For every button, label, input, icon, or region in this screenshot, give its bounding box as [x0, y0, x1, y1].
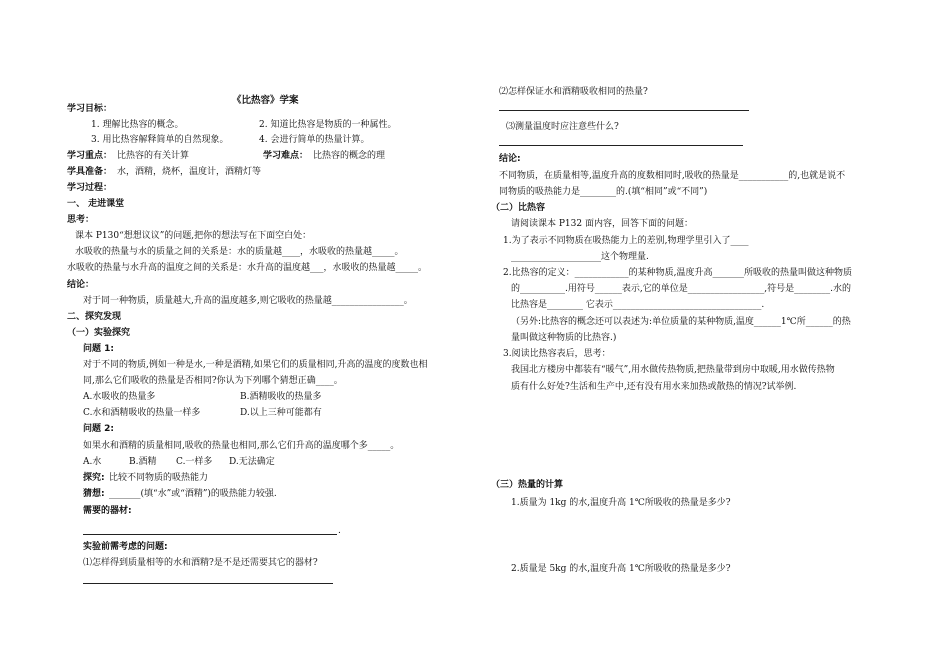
equipment-answer-line: [83, 534, 337, 535]
item-1-line-1: 1.为了表示不同物质在吸热能力上的差别,物理学里引入了____: [503, 236, 749, 246]
consider-heading: 实验前需考虑的问题:: [83, 542, 168, 552]
question-2-option-b: B.酒精: [129, 457, 157, 467]
subsection-specific-heat: （二）比热容: [491, 203, 546, 213]
goal-4: 4. 会进行简单的热量计算。: [259, 135, 370, 145]
guess-heading: 猜想:: [83, 489, 105, 499]
difficulty-heading: 学习难点：: [263, 151, 309, 161]
question-1-option-d: D.以上三种可能都有: [240, 408, 322, 418]
guess-text: _______(填“水”或“酒精”)的吸热能力较强.: [109, 489, 277, 499]
difficulty-text: 比热容的概念的理: [313, 151, 386, 161]
question-2-heading: 问题 2:: [83, 424, 114, 434]
calc-question-1: 1.质量为 1kg 的水,温度升高 1℃所吸收的热量是多少?: [511, 498, 731, 508]
equipment-period: .: [338, 526, 341, 536]
item-2-line-5: 量叫做这种物质的比热容.): [511, 333, 617, 343]
question-2-option-c: C.一样多: [176, 457, 213, 467]
question-1-line-1: 对于不同的物质,例如一种是水,一种是酒精,如果它们的质量相同,升高的温度的度数也相: [83, 360, 428, 370]
item-3-line-3: 质有什么好处?生活和生产中,还有没有用水来加热或散热的情况?试举例.: [511, 382, 797, 392]
process-heading: 学习过程：: [67, 183, 113, 193]
read-instruction: 请阅读课本 P132 面内容，回答下面的问题：: [511, 219, 693, 229]
think-line-1: 课本 P130“想想议议”的问题,把你的想法写在下面空白处：: [75, 231, 312, 241]
conclusion-text: 对于同一种物质，质量越大,升高的温度越多,则它吸收的热量越________________。: [83, 296, 413, 306]
prep-text: 水，酒精，烧杯，温度计，酒精灯等: [117, 167, 262, 177]
section-2-heading: 二、探究发现: [67, 312, 122, 322]
item-2-line-1: 2.比热容的定义：____________的某种物质,温度升高_______所吸收的热量叫做这种物质: [503, 268, 852, 278]
consider-question-1: ⑴怎样得到质量相等的水和酒精?是不是还需要其它的器材?: [83, 558, 318, 568]
right-question-2: ⑵怎样保证水和酒精吸收相同的热量?: [499, 87, 648, 97]
prep-heading: 学具准备：: [67, 167, 113, 177]
key-point-heading: 学习重点：: [67, 151, 113, 161]
question-1-option-b: B.酒精吸收的热量多: [240, 392, 322, 402]
item-3-line-2: 我国北方楼房中都装有“暖气”,用水做传热物质,把热量带到房中取暖,用水做传热物: [511, 365, 835, 375]
item-1-line-2: ____________________这个物理量.: [511, 252, 649, 262]
question-2-option-d: D.无法确定: [229, 457, 275, 467]
consider-answer-line: [83, 583, 333, 584]
right-conclusion-heading: 结论:: [499, 154, 521, 164]
goal-1: 1. 理解比热容的概念。: [91, 120, 184, 130]
right-question-2-line: [499, 110, 749, 111]
right-question-3-line: [499, 145, 743, 146]
conclusion-heading: 结论：: [67, 280, 95, 290]
right-question-3: ⑶测量温度时应注意些什么?: [506, 122, 619, 132]
goals-heading: 学习目标：: [67, 104, 113, 114]
think-line-2: 水吸收的热量与水的质量之间的关系是：水的质量越____，水吸收的热量越_____。: [75, 247, 404, 257]
think-line-3: 水吸收的热量与水升高的温度之间的关系是：水升高的温度越___，水吸收的热量越_____。: [67, 263, 428, 273]
calc-question-2: 2.质量是 5kg 的水,温度升高 1℃所吸收的热量是多少?: [511, 564, 731, 574]
section-1-heading: 一、 走进课堂: [67, 199, 125, 209]
question-1-line-2: 同,那么它们吸收的热量是否相同?你认为下列哪个猜想正确____。: [83, 376, 343, 386]
question-2-option-a: A.水: [83, 457, 102, 467]
goal-2: 2. 知道比热容是物质的一种属性。: [259, 120, 397, 130]
subsection-experiment: （一）实验探究: [67, 328, 131, 338]
question-2-line-1: 如果水和酒精的质量相同,吸收的热量也相同,那么它们升高的温度哪个多_____。: [83, 441, 400, 451]
right-conclusion-line-1: 不同物质，在质量相等,温度升高的度数相同时,吸收的热量是___________的,也就是说不: [499, 171, 846, 181]
equipment-heading: 需要的器材:: [83, 506, 132, 516]
item-2-line-4: （另外:比热容的概念还可以表述为:单位质量的某种物质,温度______1℃所______的热: [511, 317, 851, 327]
item-2-line-3: 比热容是________ 它表示_________________________________.: [511, 300, 765, 310]
question-1-option-a: A.水吸收的热量多: [83, 392, 156, 402]
item-3-line-1: 3.阅读比热容表后，思考：: [503, 349, 611, 359]
right-conclusion-line-2: 同物质的吸热能力是________的.(填“相同”或“不同”): [499, 187, 708, 197]
question-1-option-c: C.水和酒精吸收的热量一样多: [83, 408, 201, 418]
subsection-heat-calculation: （三）热量的计算: [491, 480, 564, 490]
explore-text: 比较不同物质的吸热能力: [109, 473, 209, 483]
key-point-text: 比热容的有关计算: [117, 151, 190, 161]
explore-heading: 探究:: [83, 473, 105, 483]
goal-3: 3. 用比热容解释简单的自然现象。: [91, 135, 229, 145]
think-heading: 思考：: [67, 215, 95, 225]
question-1-heading: 问题 1:: [83, 344, 114, 354]
page-title: 《比热容》学案: [232, 95, 299, 106]
item-2-line-2: 的__________.用符号______表示,它的单位是_________________,符号是________.水的: [511, 284, 851, 294]
